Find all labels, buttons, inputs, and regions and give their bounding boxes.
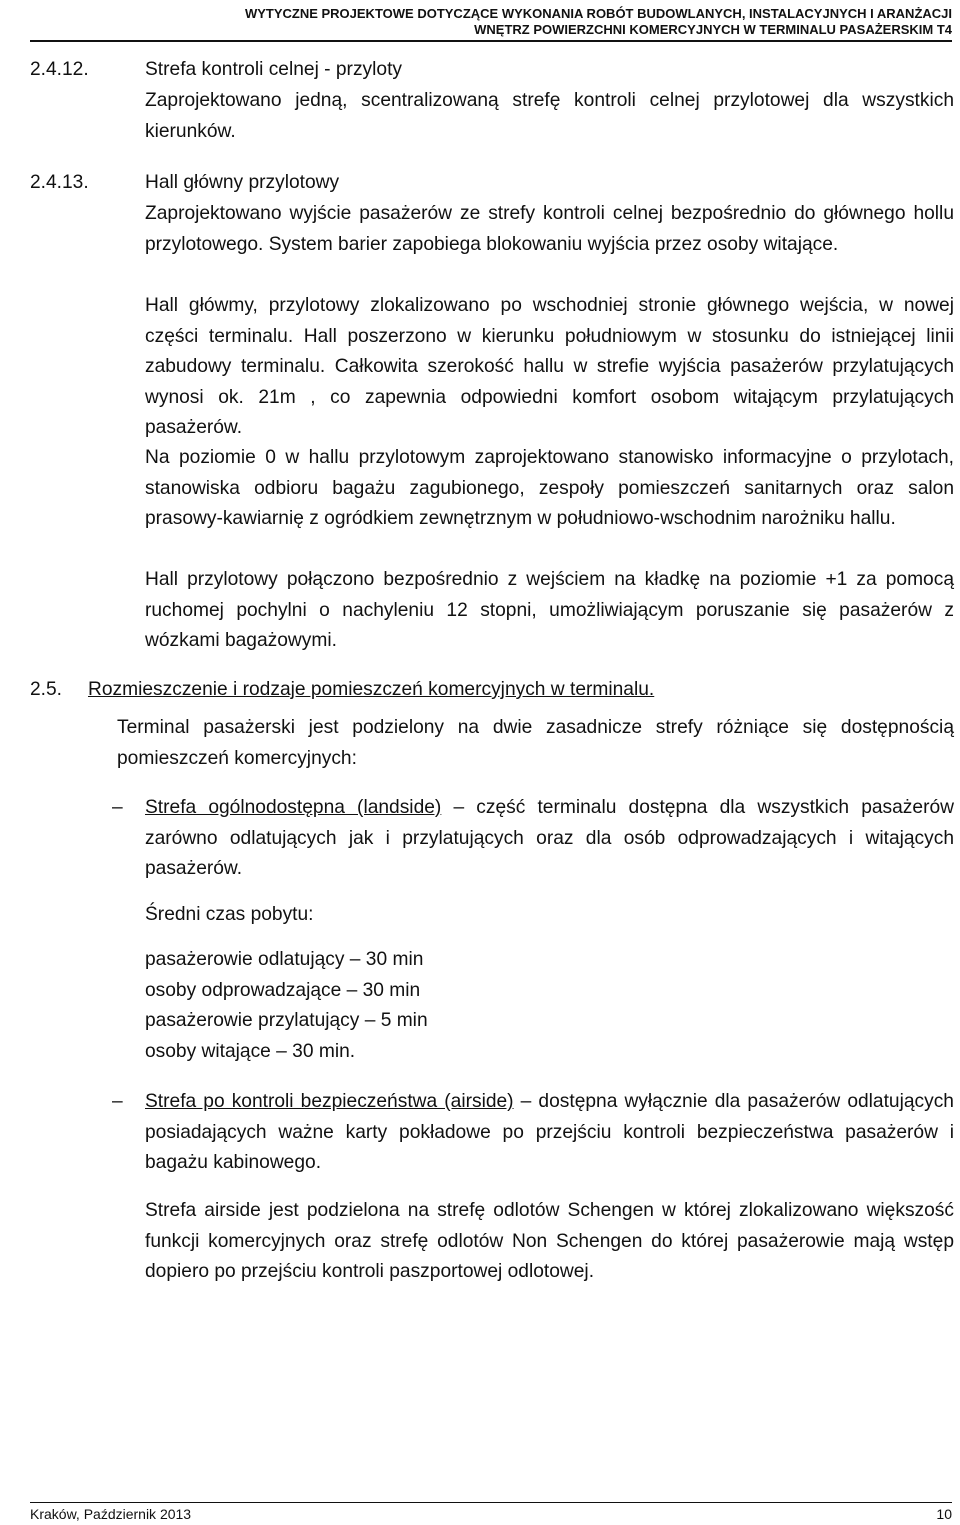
footer-location-date: Kraków, Październik 2013	[30, 1506, 192, 1522]
stay-list	[145, 945, 954, 1067]
section-number-2-5: 2.5.	[30, 679, 63, 700]
section-number-2-4-12: 2.4.12.	[30, 59, 89, 80]
page-number: 10	[936, 1506, 952, 1522]
section-title-2-4-12: Strefa kontroli celnej - przyloty	[145, 59, 402, 80]
page-header	[245, 6, 952, 38]
landside-text: – część terminalu dostępna dla wszystkich pasażerów zarówno odlatujących jak i przylatujących oraz dla osób odprowadzających i witających pasażerów.	[145, 797, 954, 879]
landside-label: Strefa ogólnodostępna (landside)	[145, 797, 442, 818]
section-2-4-13-paragraph-2: Hall główmy, przylotowy zlokalizowano po wschodniej stronie głównego wejścia, w nowej części terminalu. Hall poszerzono w kierunku południowym w stosunku do istniejącej linii zabudowy terminalu. Całkowita szerokość hallu w strefie wyjścia pasażerów przylatujących wynosi ok. 21m , co zapewnia odpowiedni komfort osobom witającym przylatujących pasażerów.	[145, 295, 954, 438]
section-2-4-13-paragraph-4: Hall przylotowy połączono bezpośrednio z wejściem na kładkę na poziomie +1 za pomocą ruchomej pochylni o nachyleniu 12 stopni, umożliwiającym poruszanie się pasażerów z wózkami bagażowymi.	[145, 569, 954, 651]
section-title-2-4-13: Hall główny przylotowy	[145, 172, 340, 193]
header-line-1: WYTYCZNE PROJEKTOWE DOTYCZĄCE WYKONANIA ROBÓT BUDOWLANYCH, INSTALACYJNYCH I ARANŻACJI	[244, 6, 952, 21]
airside-text: – dostępna wyłącznie dla pasażerów odlatujących posiadających ważne karty pokładowe po przejściu kontroli bezpieczeństwa pasażerów i bagażu kabinowego.	[145, 1091, 954, 1173]
airside-label: Strefa po kontroli bezpieczeństwa (airside)	[145, 1091, 514, 1112]
section-2-5-closing: Strefa airside jest podzielona na strefę odlotów Schengen w której zlokalizowano większość funkcji komercyjnych oraz strefę odlotów Non Schengen do której pasażerowie mają wstęp dopiero po przejściu kontroli paszportowej odlotowej.	[145, 1200, 954, 1282]
footer-divider	[30, 1502, 952, 1503]
landside-bullet-dash: –	[112, 797, 123, 818]
section-2-4-13-paragraph-1: Zaprojektowano wyjście pasażerów ze strefy kontroli celnej bezpośrednio do głównego hollu przylotowego. System barier zapobiega blokowaniu wyjścia przez osoby witające.	[145, 203, 954, 255]
landside-item	[145, 793, 954, 885]
section-title-2-5: Rozmieszczenie i rodzaje pomieszczeń komercyjnych w terminalu.	[88, 679, 655, 700]
section-number-2-4-13: 2.4.13.	[30, 172, 89, 193]
header-line-2: WNĘTRZ POWIERZCHNI KOMERCYJNYCH W TERMINALU PASAŻERSKIM T4	[474, 22, 952, 37]
stay-line-4: osoby witające – 30 min.	[145, 1040, 356, 1062]
stay-title: Średni czas pobytu:	[145, 904, 314, 925]
airside-bullet-dash: –	[112, 1091, 123, 1112]
stay-line-3: pasażerowie przylatujący – 5 min	[145, 1010, 428, 1031]
stay-line-1: pasażerowie odlatujący – 30 min	[145, 949, 424, 970]
header-divider	[30, 40, 952, 42]
section-2-4-13-paragraph-3: Na poziomie 0 w hallu przylotowym zaprojektowano stanowisko informacyjne o przylotach, stanowiska odbioru bagażu zagubionego, zespoły pomieszczeń sanitarnych oraz salon prasowy-kawiarnię z ogródkiem zewnętrznym w południowo-wschodnim narożniku hallu.	[145, 447, 954, 529]
section-body-2-4-12: Zaprojektowano jedną, scentralizowaną strefę kontroli celnej przylotowej dla wszystkich kierunków.	[145, 90, 954, 142]
airside-item	[145, 1087, 954, 1179]
section-2-5-intro: Terminal pasażerski jest podzielony na dwie zasadnicze strefy różniące się dostępnością pomieszczeń komercyjnych:	[117, 717, 954, 769]
stay-line-2: osoby odprowadzające – 30 min	[145, 979, 421, 1001]
